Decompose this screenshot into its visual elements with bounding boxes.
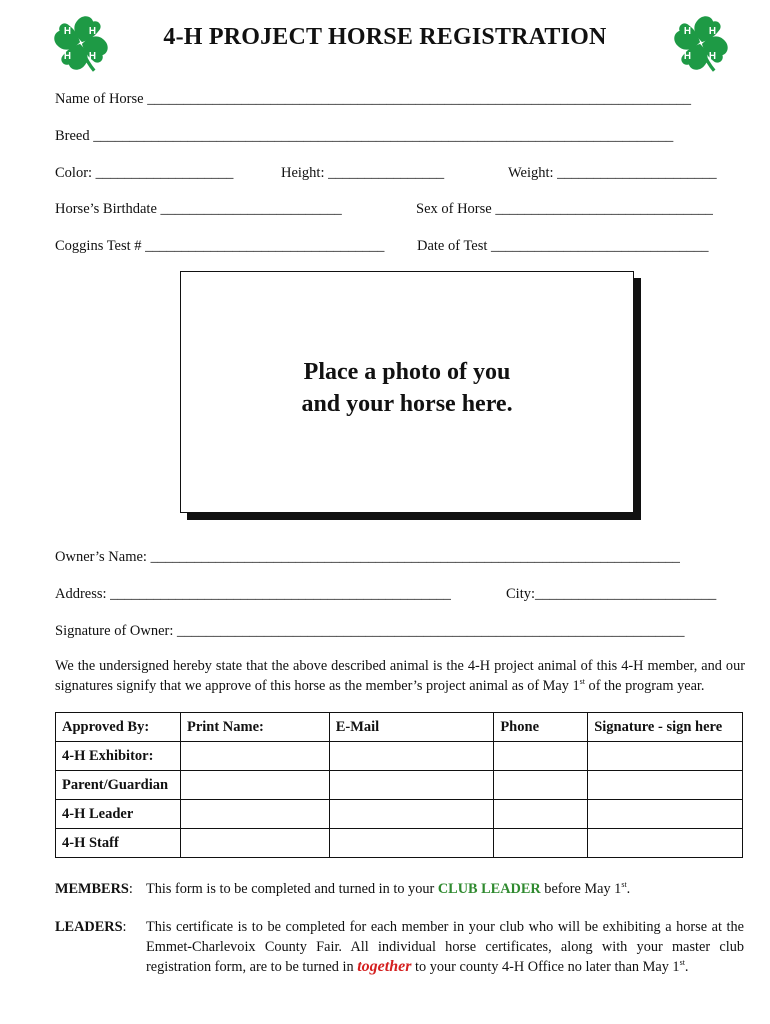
approval-statement [55, 656, 745, 696]
svg-text:H: H [88, 25, 97, 37]
cell-signature[interactable] [588, 829, 743, 858]
members-colon: : [128, 881, 133, 897]
svg-text:H: H [63, 50, 71, 62]
cell-phone[interactable] [494, 742, 588, 771]
row-label-exhibitor: 4-H Exhibitor: [56, 742, 181, 771]
header-phone: Phone [494, 713, 588, 742]
page-title: 4-H PROJECT HORSE REGISTRATION [163, 24, 607, 50]
cell-phone[interactable] [494, 829, 588, 858]
leaders-text: This certificate is to be completed for each member in your club who will be exhibiting a horse at the Emmet-Charlevoix County Fair. All individual horse certificates, along with your master club registration form, are to be turned in [146, 919, 744, 975]
header-email: E-Mail [329, 713, 494, 742]
date-of-test-field[interactable]: Date of Test ______________________________ [417, 238, 709, 254]
svg-text:H: H [708, 25, 717, 37]
owner-name-field[interactable]: Owner’s Name: _________________________________________________________________________ [55, 549, 680, 565]
photo-instruction-line-1: Place a photo of you [303, 359, 511, 385]
cell-phone[interactable] [494, 771, 588, 800]
svg-text:H: H [88, 50, 97, 62]
svg-text:H: H [708, 50, 717, 62]
header-print-name: Print Name: [180, 713, 329, 742]
city-field[interactable]: City:_________________________ [506, 586, 717, 602]
approval-table [55, 712, 743, 858]
members-text-after: before May 1 [540, 881, 622, 897]
leaders-label-wrap [55, 917, 127, 937]
cell-signature[interactable] [588, 742, 743, 771]
table-header-row [56, 713, 743, 742]
svg-text:H: H [683, 50, 691, 62]
cell-signature[interactable] [588, 771, 743, 800]
together-emphasis: together [357, 958, 412, 975]
cell-phone[interactable] [494, 800, 588, 829]
cell-email[interactable] [329, 800, 494, 829]
statement-sup: st [579, 677, 585, 687]
address-field[interactable]: Address: _______________________________________________ [55, 586, 451, 602]
cell-signature[interactable] [588, 800, 743, 829]
table-row [56, 742, 743, 771]
cell-print-name[interactable] [180, 829, 329, 858]
row-label-parent: Parent/Guardian [56, 771, 181, 800]
weight-field[interactable]: Weight: ______________________ [508, 165, 717, 181]
statement-text: We the undersigned hereby state that the above described animal is the 4-H project animal of this 4-H member, and our signatures signify that we approve of this horse as the member’s project animal as of May 1 [55, 658, 745, 694]
leaders-text-after: to your county 4-H Office no later than May 1 [411, 959, 680, 975]
name-of-horse-field[interactable]: Name of Horse ___________________________________________________________________________ [55, 91, 691, 107]
header-signature: Signature - sign here [588, 713, 743, 742]
row-label-leader: 4-H Leader [56, 800, 181, 829]
members-label-wrap [55, 879, 133, 899]
leaders-label: LEADERS [55, 919, 123, 935]
header-approved-by: Approved By: [56, 713, 181, 742]
leaders-end: . [684, 959, 689, 975]
height-field[interactable]: Height: ________________ [281, 165, 445, 181]
color-field[interactable]: Color: ___________________ [55, 165, 234, 181]
coggins-test-field[interactable]: Coggins Test # _________________________________ [55, 238, 385, 254]
leaders-sup: st [679, 958, 685, 968]
birthdate-field[interactable]: Horse’s Birthdate _________________________ [55, 201, 342, 217]
leaders-note [146, 917, 744, 977]
cell-email[interactable] [329, 771, 494, 800]
members-sup: st [621, 880, 627, 890]
cell-email[interactable] [329, 742, 494, 771]
members-end: . [626, 881, 631, 897]
leaders-colon: : [122, 919, 127, 935]
photo-placeholder [180, 271, 634, 513]
table-row [56, 829, 743, 858]
cell-print-name[interactable] [180, 771, 329, 800]
table-row [56, 771, 743, 800]
table-row [56, 800, 743, 829]
photo-instruction-line-2: and your horse here. [301, 391, 513, 417]
svg-text:H: H [63, 25, 71, 37]
sex-of-horse-field[interactable]: Sex of Horse ______________________________ [416, 201, 713, 217]
cell-email[interactable] [329, 829, 494, 858]
breed-field[interactable]: Breed ________________________________________________________________________________ [55, 128, 674, 144]
cell-print-name[interactable] [180, 742, 329, 771]
row-label-staff: 4-H Staff [56, 829, 181, 858]
club-leader-highlight: CLUB LEADER [437, 881, 541, 897]
members-note [146, 879, 746, 899]
svg-text:H: H [683, 25, 691, 37]
statement-text-end: of the program year. [584, 678, 705, 694]
members-label: MEMBERS [55, 881, 129, 897]
owner-signature-field[interactable]: Signature of Owner: ______________________________________________________________________ [55, 623, 685, 639]
cell-print-name[interactable] [180, 800, 329, 829]
members-text: This form is to be completed and turned in to your [146, 881, 438, 897]
